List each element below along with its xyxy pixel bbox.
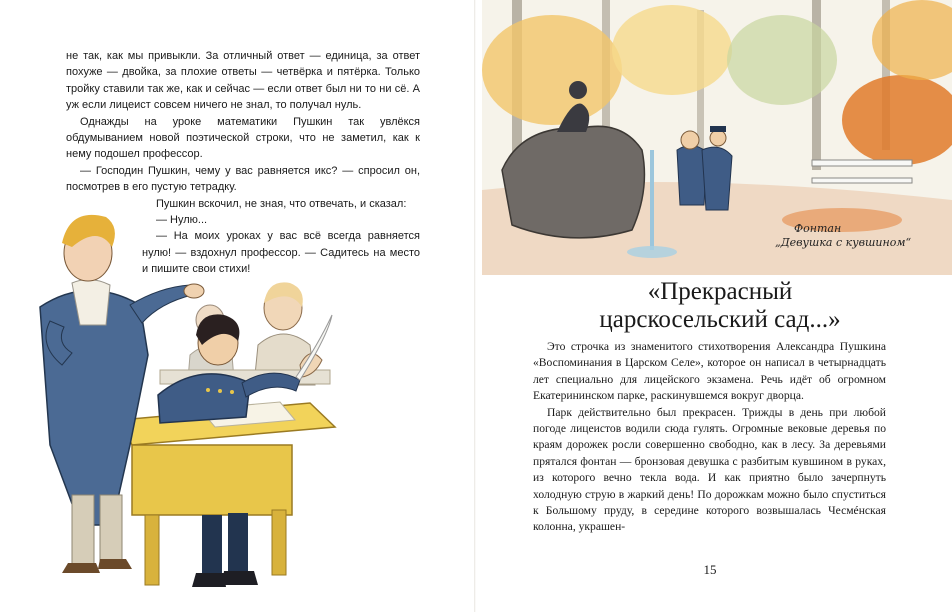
pupil-legs [202,515,222,575]
chapter-title-line2: царскосельский сад...» [599,306,841,333]
button [230,390,234,394]
rock [502,126,644,238]
foliage [482,15,622,125]
foliage [727,15,837,105]
paragraph: Парк действительно был прекрасен. Трижды в день при любой погоде лицеистов водили сюда гулять. Огромные вековые деревья по краям дорожек росли совершенно свободно, как в лесу. За деревьями прятался фонтан — бронзовая девушка с разбитым кувшином в руках, из которого вечно текла вода. И как приятно было зачерпнуть холодную струю в жаркий день! По дорожкам можно было спуститься к Большому пруду, в середине которого возвышалась Чесмéнская колонна, украшен- [533,405,886,534]
bench [812,178,912,183]
foliage [612,5,732,95]
caption-line2: „Девушка с кувшином“ [775,236,912,249]
professor-trousers [100,495,122,561]
paragraph: Пушкин вскочил, не зная, что отвечать, и сказал: [156,197,407,210]
paragraph: Это строчка из знаменитого стихотворения Александра Пушкина «Воспоминания в Царском Селе», которое он написал в четырнадцать лет специально для лицейского экзамена. Речь идёт об огромном Екатерининском парке, раскинувшемся вокруг дворца. [533,340,886,403]
professor-trousers [72,495,94,565]
shoe [98,559,132,569]
right-page-text [533,339,886,536]
water-pool [627,246,677,258]
professor-arm [130,285,192,323]
paragraph: — На моих уроках у вас всё всегда равняется нулю! — вздохнул профессор. — Садитесь на место и пишите свои стихи! [142,230,420,276]
student-figure [702,147,732,210]
paragraph: не так, как мы привыкли. За отличный ответ — единица, за ответ похуже — двойка, за плохие ответы — четвёрка и пятёрка. Только тройку ставили так же, как и сейчас — если ответ был ни то ни сё. А уж если лицеист совсем ничего не знал, то получал нуль. [66,50,420,112]
paragraph: — Нулю... [156,214,208,227]
caption-line1: Фонтан [794,222,842,235]
boot [222,571,258,585]
student-hat [710,126,726,132]
statue-head [569,81,587,99]
desk-leg [145,515,159,585]
boot [192,573,226,587]
paragraph: — Господин Пушкин, чему у вас равняется икс? — спросил он, посмотрев в его пустую тетрадку. [66,164,420,194]
bench [812,160,912,166]
student-head [681,131,699,149]
fountain-illustration [482,0,952,275]
desk-leg [272,510,286,575]
shoe [62,563,100,573]
chapter-title [560,278,880,334]
right-page [476,0,952,612]
chapter-title-line1: «Прекрасный [647,278,793,305]
student-head [710,130,726,146]
button [206,388,210,392]
pupil-legs [228,513,248,575]
classroom-illustration [10,195,470,600]
water-stream [650,150,654,250]
desk-front [132,445,292,515]
button [218,389,222,393]
paragraph: Однажды на уроке математики Пушкин так увлёкся обдумыванием новой поэтической строки, что не заметил, как к нему подошел профессор. [66,115,420,161]
professor-hand [184,284,204,298]
page-number: 15 [703,562,717,577]
